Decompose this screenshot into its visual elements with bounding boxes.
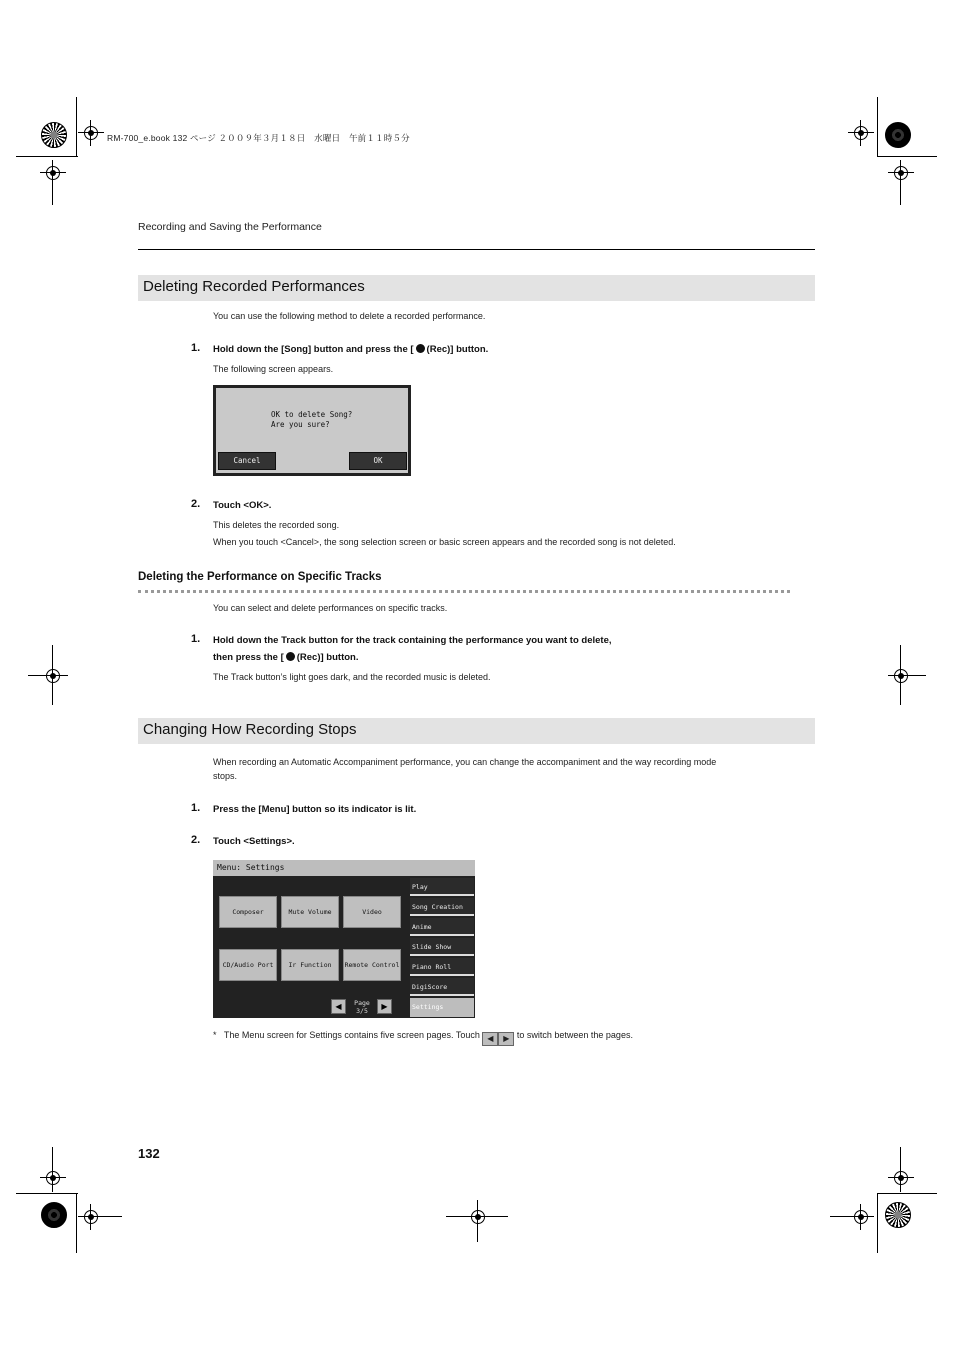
menu-tab-play[interactable]: Play bbox=[410, 878, 474, 896]
dotted-divider bbox=[138, 590, 790, 593]
registration-target-icon bbox=[41, 122, 67, 148]
step-number: 1. bbox=[191, 342, 201, 354]
prev-page-button[interactable]: ◀ bbox=[331, 999, 346, 1014]
video-button[interactable]: Video bbox=[343, 896, 401, 928]
cancel-button[interactable]: Cancel bbox=[218, 452, 276, 470]
step-note: The Track button’s light goes dark, and the recorded music is deleted. bbox=[213, 672, 491, 682]
step-instruction: then press the [ (Rec)] button. bbox=[213, 652, 359, 663]
crosshair-icon bbox=[46, 166, 60, 180]
menu-settings-screen bbox=[213, 860, 475, 1018]
intro-text: When recording an Automatic Accompaniment performance, you can change the accompaniment and the way recording mode bbox=[213, 757, 717, 767]
menu-tab-piano-roll[interactable]: Piano Roll bbox=[410, 958, 474, 976]
step-instruction: Touch <OK>. bbox=[213, 500, 272, 511]
section-heading-deleting bbox=[138, 275, 815, 301]
registration-target-icon bbox=[885, 1202, 911, 1228]
crosshair-icon bbox=[854, 126, 868, 140]
subsection-title: Deleting the Performance on Specific Tracks bbox=[138, 571, 382, 583]
step-instruction: Press the [Menu] button so its indicator is lit. bbox=[213, 804, 417, 815]
section-title: Changing How Recording Stops bbox=[143, 721, 357, 738]
footnote: * The Menu screen for Settings contains five screen pages. Touch ◀ ▶ to switch between the pages. bbox=[213, 1028, 633, 1046]
crosshair-icon bbox=[894, 1171, 908, 1185]
step-note: The following screen appears. bbox=[213, 364, 334, 374]
crosshair-icon bbox=[471, 1210, 485, 1224]
page-number: 132 bbox=[138, 1146, 160, 1161]
menu-tab-song-creation[interactable]: Song Creation bbox=[410, 898, 474, 916]
remote-control-button[interactable]: Remote Control bbox=[343, 949, 401, 981]
step-note: This deletes the recorded song. bbox=[213, 520, 340, 530]
page-indicator: Page 3/5 bbox=[354, 999, 370, 1015]
menu-tab-anime[interactable]: Anime bbox=[410, 918, 474, 936]
dialog-message-line2: Are you sure? bbox=[271, 420, 330, 429]
header-rule bbox=[138, 249, 815, 250]
crosshair-icon bbox=[854, 1210, 868, 1224]
mute-volume-button[interactable]: Mute Volume bbox=[281, 896, 339, 928]
intro-text: stops. bbox=[213, 771, 238, 781]
right-arrow-icon: ▶ bbox=[498, 1032, 514, 1046]
registration-target-icon bbox=[41, 1202, 67, 1228]
composer-button[interactable]: Composer bbox=[219, 896, 277, 928]
ir-function-button[interactable]: Ir Function bbox=[281, 949, 339, 981]
next-page-button[interactable]: ▶ bbox=[377, 999, 392, 1014]
crosshair-icon bbox=[84, 1210, 98, 1224]
step-instruction: Touch <Settings>. bbox=[213, 836, 295, 847]
intro-text: You can select and delete performances on specific tracks. bbox=[213, 603, 448, 613]
delete-song-dialog bbox=[213, 385, 411, 476]
rec-icon bbox=[286, 652, 295, 661]
menu-tab-settings[interactable]: Settings bbox=[410, 998, 474, 1017]
menu-tab-slide-show[interactable]: Slide Show bbox=[410, 938, 474, 956]
crosshair-icon bbox=[894, 669, 908, 683]
menu-title-bar: Menu: Settings bbox=[213, 860, 475, 876]
crosshair-icon bbox=[46, 1171, 60, 1185]
section-heading-recording-stops bbox=[138, 718, 815, 744]
step-number: 1. bbox=[191, 633, 201, 645]
step-instruction: Hold down the Track button for the track containing the performance you want to delete, bbox=[213, 635, 612, 646]
section-title: Deleting Recorded Performances bbox=[143, 278, 365, 295]
dialog-message-line1: OK to delete Song? bbox=[271, 410, 353, 419]
ok-button[interactable]: OK bbox=[349, 452, 407, 470]
step-number: 1. bbox=[191, 802, 201, 814]
step-number: 2. bbox=[191, 834, 201, 846]
crosshair-icon bbox=[46, 669, 60, 683]
crosshair-icon bbox=[894, 166, 908, 180]
file-header: RM-700_e.book 132 ページ ２００９年３月１８日 水曜日 午前１１時５分 bbox=[107, 133, 410, 143]
cd-audio-port-button[interactable]: CD/Audio Port bbox=[219, 949, 277, 981]
step-note: When you touch <Cancel>, the song selection screen or basic screen appears and the recorded song is not deleted. bbox=[213, 537, 676, 547]
registration-target-icon bbox=[885, 122, 911, 148]
rec-icon bbox=[416, 344, 425, 353]
left-arrow-icon: ◀ bbox=[482, 1032, 498, 1046]
menu-tab-digiscore[interactable]: DigiScore bbox=[410, 978, 474, 996]
running-head: Recording and Saving the Performance bbox=[138, 221, 322, 233]
crosshair-icon bbox=[84, 126, 98, 140]
step-instruction: Hold down the [Song] button and press the [ (Rec)] button. bbox=[213, 344, 489, 355]
intro-text: You can use the following method to delete a recorded performance. bbox=[213, 311, 486, 321]
step-number: 2. bbox=[191, 498, 201, 510]
